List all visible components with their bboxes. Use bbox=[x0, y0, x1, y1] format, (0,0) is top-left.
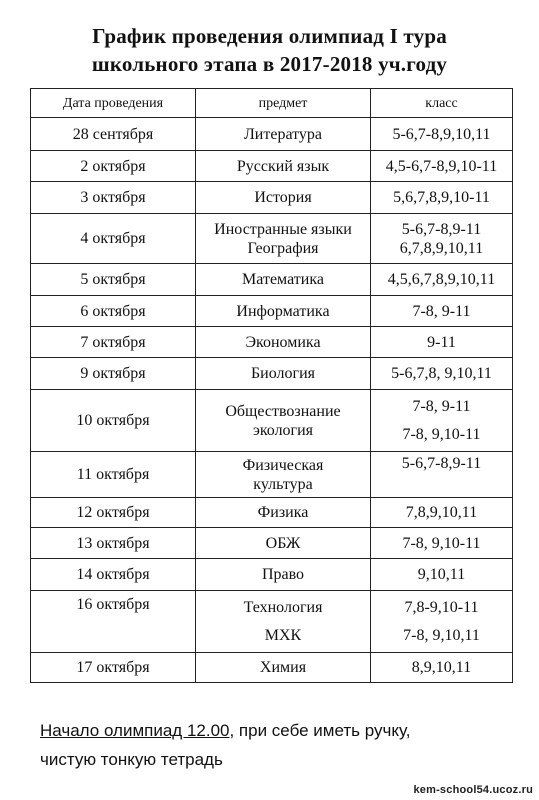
table-row bbox=[31, 498, 513, 528]
header-date: Дата проведения bbox=[31, 89, 196, 118]
class-cell: 4,5-6,7-8,9,10-11 bbox=[371, 151, 513, 182]
table-row bbox=[31, 591, 513, 653]
subject-line: Обществознание bbox=[225, 402, 341, 420]
footer-note bbox=[40, 716, 510, 774]
document-title bbox=[0, 22, 539, 78]
class-line: 6,7,8,9,10,11 bbox=[399, 239, 484, 257]
class-cell bbox=[371, 390, 513, 452]
date-cell: 6 октября bbox=[31, 296, 196, 327]
subject-cell: Информатика bbox=[196, 296, 371, 327]
start-time-note: Начало олимпиад 12.00 bbox=[40, 721, 230, 740]
subject-cell bbox=[196, 452, 371, 498]
footer-line-2: чистую тонкую тетрадь bbox=[40, 750, 223, 769]
date-cell: 3 октября bbox=[31, 182, 196, 214]
subject-cell: Химия bbox=[196, 653, 371, 683]
date-cell: 9 октября bbox=[31, 358, 196, 390]
class-cell: 7,8,9,10,11 bbox=[371, 498, 513, 528]
class-line: 7,8-9,10-11 bbox=[404, 599, 479, 616]
date-cell: 17 октября bbox=[31, 653, 196, 683]
class-cell: 5-6,7,8, 9,10,11 bbox=[371, 358, 513, 390]
class-line: 7-8, 9-11 bbox=[412, 398, 471, 415]
class-cell bbox=[371, 214, 513, 264]
table-row bbox=[31, 296, 513, 327]
subject-cell: Биология bbox=[196, 358, 371, 390]
date-cell: 2 октября bbox=[31, 151, 196, 182]
subject-cell: Физика bbox=[196, 498, 371, 528]
subject-cell: Право bbox=[196, 559, 371, 591]
subject-line: культура bbox=[253, 475, 313, 493]
subject-line: Физическая bbox=[242, 456, 324, 474]
class-cell: 9-11 bbox=[371, 327, 513, 358]
class-cell: 7-8, 9-11 bbox=[371, 296, 513, 327]
subject-line: МХК bbox=[264, 627, 302, 644]
table-row bbox=[31, 182, 513, 214]
class-cell bbox=[371, 591, 513, 653]
table-row bbox=[31, 327, 513, 358]
date-cell: 5 октября bbox=[31, 264, 196, 296]
header-class: класс bbox=[371, 89, 513, 118]
table-row bbox=[31, 151, 513, 182]
subject-cell bbox=[196, 591, 371, 653]
date-cell: 10 октября bbox=[31, 390, 196, 452]
class-cell: 8,9,10,11 bbox=[371, 653, 513, 683]
table-row bbox=[31, 214, 513, 264]
table-row bbox=[31, 559, 513, 591]
subject-cell: Математика bbox=[196, 264, 371, 296]
table-row bbox=[31, 118, 513, 151]
date-cell: 28 сентября bbox=[31, 118, 196, 151]
date-cell: 14 октября bbox=[31, 559, 196, 591]
header-subject: предмет bbox=[196, 89, 371, 118]
subject-line: Иностранные языки bbox=[214, 220, 352, 238]
subject-cell: ОБЖ bbox=[196, 528, 371, 559]
title-line-1: График проведения олимпиад I тура bbox=[92, 24, 447, 48]
table-row bbox=[31, 358, 513, 390]
subject-cell: Литература bbox=[196, 118, 371, 151]
subject-line: экология bbox=[252, 421, 314, 439]
date-cell: 4 октября bbox=[31, 214, 196, 264]
class-line: 7-8, 9,10,11 bbox=[403, 627, 480, 644]
date-cell: 13 октября bbox=[31, 528, 196, 559]
table-row bbox=[31, 653, 513, 683]
subject-line: География bbox=[247, 239, 319, 257]
subject-cell: Экономика bbox=[196, 327, 371, 358]
table-row bbox=[31, 452, 513, 498]
site-watermark: kem-school54.ucoz.ru bbox=[413, 784, 533, 796]
class-line: 5-6,7-8,9-11 bbox=[401, 220, 482, 238]
class-cell: 4,5,6,7,8,9,10,11 bbox=[371, 264, 513, 296]
olympiad-schedule-table bbox=[30, 88, 513, 683]
date-cell: 16 октября bbox=[31, 591, 196, 653]
date-cell: 12 октября bbox=[31, 498, 196, 528]
date-cell: 7 октября bbox=[31, 327, 196, 358]
subject-cell: Русский язык bbox=[196, 151, 371, 182]
class-cell: 5,6,7,8,9,10-11 bbox=[371, 182, 513, 214]
subject-cell bbox=[196, 214, 371, 264]
footer-line-1-rest: , при себе иметь ручку, bbox=[229, 721, 411, 740]
class-line: 7-8, 9,10-11 bbox=[402, 426, 481, 443]
class-cell: 5-6,7-8,9,10,11 bbox=[371, 118, 513, 151]
title-line-2: школьного этапа в 2017-2018 уч.году bbox=[91, 52, 448, 76]
table-row bbox=[31, 264, 513, 296]
table-header-row bbox=[31, 89, 513, 118]
table-row bbox=[31, 390, 513, 452]
class-cell: 5-6,7-8,9-11 bbox=[371, 452, 513, 498]
class-cell: 9,10,11 bbox=[371, 559, 513, 591]
subject-cell bbox=[196, 390, 371, 452]
table-row bbox=[31, 528, 513, 559]
subject-cell: История bbox=[196, 182, 371, 214]
class-cell: 7-8, 9,10-11 bbox=[371, 528, 513, 559]
subject-line: Технология bbox=[243, 599, 323, 616]
date-cell: 11 октября bbox=[31, 452, 196, 498]
